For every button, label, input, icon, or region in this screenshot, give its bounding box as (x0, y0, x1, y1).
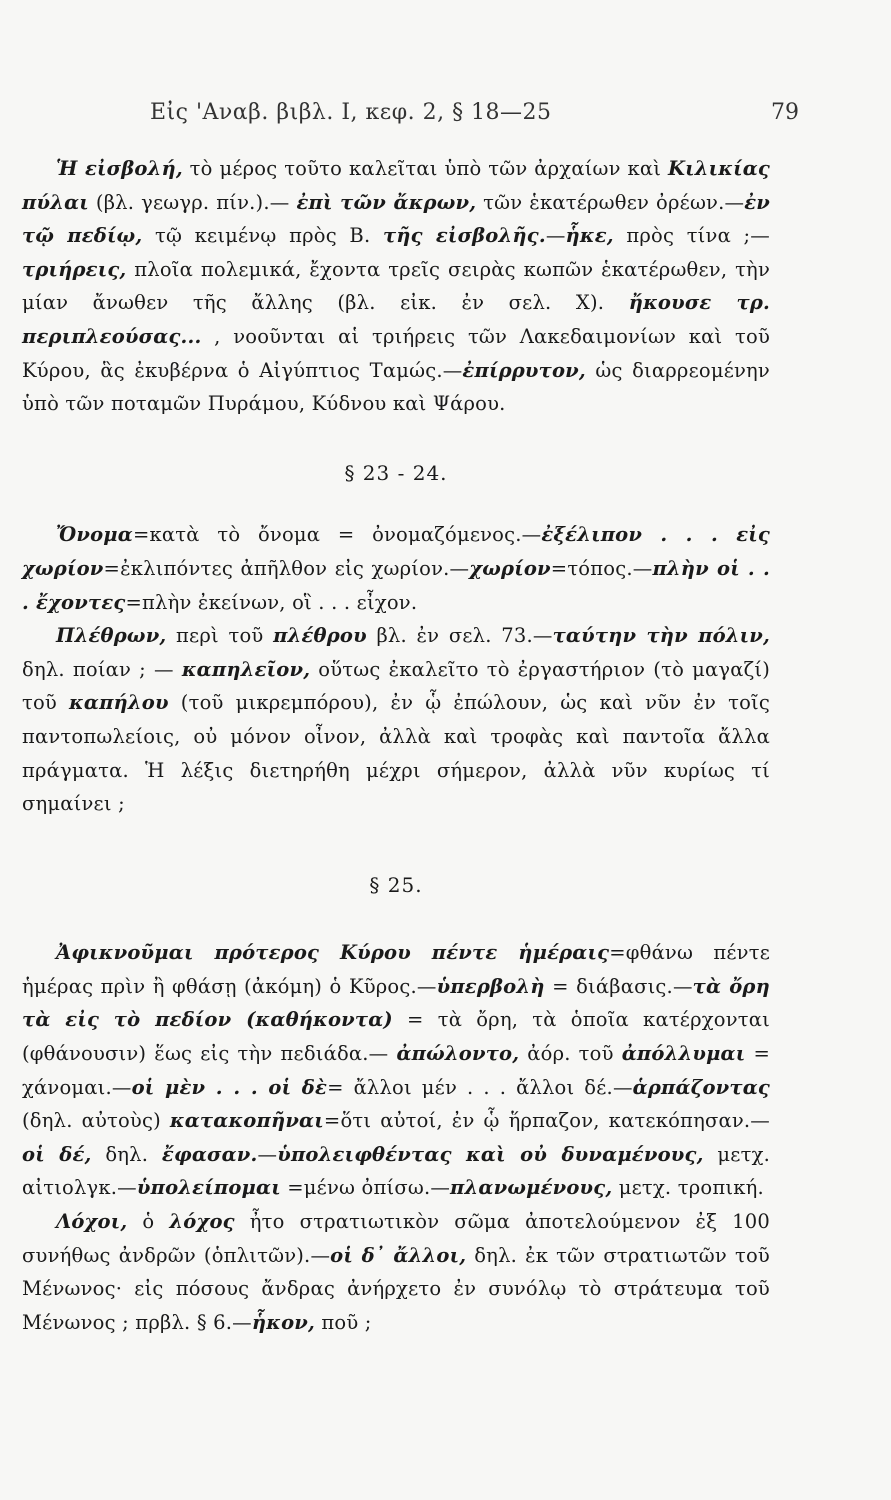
keyword-lemma: ὑπολείπομαι (136, 1176, 281, 1200)
text-run: ὁ (127, 1210, 170, 1234)
keyword-lemma: Λόχοι, (56, 1210, 128, 1234)
text-run: =ὅτι αὐτοί, ἐν ᾧ ἥρπαζον, κατεκόπησαν.— (323, 1109, 770, 1133)
text-run: περὶ τοῦ (166, 624, 274, 648)
text-run: ποῦ ; (315, 1310, 372, 1334)
keyword-lemma: ἤκουσε τρ. περιπλεούσας... (22, 291, 770, 348)
keyword-lemma: πλὴν οἱ . . . ἔχοντες (22, 556, 770, 614)
keyword-lemma: Κιλικίας πύλαι (22, 157, 771, 214)
text-run: βλ. ἐν σελ. 73.— (366, 624, 553, 648)
keyword-lemma: καπηλεῖον, (181, 657, 311, 681)
text-run: ἀόρ. τοῦ (519, 1042, 622, 1066)
body-text (22, 152, 770, 1339)
text-run: = ἄλλοι μέν . . . ἄλλοι δέ.— (327, 1075, 633, 1099)
keyword-lemma: ὑπολειφθέντας καὶ οὐ δυναμένους, (277, 1142, 704, 1166)
keyword-lemma: κατακοπῆναι (169, 1109, 324, 1133)
keyword-lemma: τριήρεις, (22, 257, 127, 281)
text-run: πρὸς τίνα ;— (613, 224, 770, 248)
text-run: — (545, 224, 566, 248)
text-run: μετχ. αἰτιολγκ.— (22, 1142, 770, 1200)
keyword-lemma: ἧκε, (565, 224, 614, 248)
keyword-lemma: ἐπίρρυτον, (462, 358, 586, 382)
text-run: =τόπος.— (550, 556, 653, 580)
text-run: = διάβασις.— (544, 974, 693, 998)
keyword-lemma: ἔφασαν. (161, 1142, 258, 1166)
text-run: (βλ. γεωγρ. πίν.).— (88, 190, 297, 214)
text-run: τὸ μέρος τοῦτο καλεῖται ὑπὸ τῶν ἀρχαίων καὶ (182, 157, 668, 180)
keyword-lemma: ὑπερβολὴ (436, 974, 545, 998)
text-run: μετχ. τροπική. (612, 1176, 764, 1200)
paragraph (22, 619, 770, 821)
keyword-lemma: τὰ ὄρη τὰ εἰς τὸ πεδίον (καθήκοντα) (22, 974, 770, 1032)
text-run: δηλ. ποίαν ; — (22, 657, 182, 681)
keyword-lemma: οἱ δ᾿ ἄλλοι, (330, 1243, 467, 1267)
text-run: δηλ. (91, 1142, 162, 1166)
text-run: (δηλ. αὐτοὺς) (22, 1109, 170, 1133)
text-run: =κατὰ τὸ ὄνομα = ὀνομαζόμενος.— (133, 523, 542, 547)
text-run: ὡς διαρρεομένην ὑπὸ τῶν ποταμῶν Πυράμου, Κύδνου καὶ Ψάρου. (22, 358, 770, 416)
keyword-lemma: Ἡ εἰσβολή, (56, 157, 183, 180)
text-run: =ἐκλιπόντες ἀπῆλθον εἰς χωρίον.— (103, 556, 470, 580)
section-heading: § 23 - 24. (344, 460, 448, 485)
paragraph (22, 1205, 770, 1339)
text-run: δηλ. ἐκ τῶν στρατιωτῶν τοῦ Μένωνος· εἰς πόσους ἄνδρας ἀνήρχετο ἐν συνόλῳ τὸ στράτευμα τοῦ Μένωνος ; πρβλ. § 6.— (22, 1243, 770, 1334)
text-run: =πλὴν ἐκείνων, οἳ . . . εἶχον. (125, 590, 418, 614)
text-run: ἦτο στρατιωτικὸν σῶμα ἀποτελούμενον ἐξ 100 συνήθως ἀνδρῶν (ὁπλιτῶν).— (22, 1210, 770, 1267)
keyword-lemma: ἀπόλλυμαι (621, 1042, 746, 1066)
keyword-lemma: ταύτην τὴν πόλιν, (552, 624, 771, 648)
text-run: = τὰ ὄρη, τὰ ὁποῖα κατέρχονται (φθάνουσιν) ἕως εἰς τὴν πεδιάδα.— (22, 1008, 770, 1066)
keyword-lemma: ἀπώλοντο, (396, 1042, 520, 1066)
keyword-lemma: ἐπὶ τῶν ἄκρων, (296, 190, 477, 214)
keyword-lemma: ἐξέλιπον . . . εἰς χωρίον (22, 523, 770, 580)
running-title: Εἰς 'Αναβ. βιβλ. I, κεφ. 2, § 18—25 (150, 100, 552, 125)
text-run: πλοῖα πολεμικά, ἔχοντα τρεῖς σειρὰς κωπῶν ἑκατέρωθεν, τὴν μίαν ἄνωθεν τῆς ἄλλης (βλ. εἰκ. ἐν σελ. X). (22, 257, 770, 315)
keyword-lemma: καπήλου (69, 691, 169, 715)
keyword-lemma: λόχος (169, 1210, 235, 1234)
section-heading: § 25. (369, 872, 423, 897)
keyword-lemma: οἱ δέ, (22, 1142, 92, 1166)
text-run: (τοῦ μικρεμπόρου), ἐν ᾧ ἐπώλουν, ὡς καὶ νῦν ἐν τοῖς παντοπωλείοις, οὐ μόνον οἶνον, ἀλλὰ καὶ τροφὰς καὶ παντοῖα ἄλλα πράγματα. Ἡ λέξις διετηρήθη μέχρι σήμερον, ἀλλὰ νῦν κυρίως τί σημαίνει ; (22, 691, 770, 816)
paragraph (22, 518, 770, 619)
page-number: 79 (771, 100, 799, 125)
keyword-lemma: οἱ μὲν . . . οἱ δὲ (131, 1075, 328, 1099)
keyword-lemma: Ὄνομα (56, 523, 133, 547)
text-run: = χάνομαι.— (22, 1042, 770, 1099)
text-run: τῷ κειμένῳ πρὸς Β. (142, 224, 383, 248)
keyword-lemma: ἐν τῷ πεδίῳ, (22, 190, 770, 248)
text-run: οὕτως ἐκαλεῖτο τὸ ἐργαστήριον (τὸ μαγαζί) τοῦ (22, 657, 770, 715)
text-run: =φθάνω πέντε ἡμέρας πρὶν ἢ φθάσῃ (ἀκόμη) ὁ Κῦρος.— (22, 941, 770, 998)
keyword-lemma: πλανωμένους, (450, 1176, 613, 1200)
keyword-lemma: τῆς εἰσβολῆς. (382, 224, 546, 248)
keyword-lemma: ἁρπάζοντας (632, 1075, 770, 1099)
text-run: — (257, 1142, 278, 1166)
keyword-lemma: Ἀφικνοῦμαι πρότερος Κύρου πέντε ἡμέραις (56, 941, 610, 965)
paragraph (22, 936, 770, 1205)
keyword-lemma: χωρίον (469, 556, 551, 580)
text-run: =μένω ὀπίσω.— (280, 1176, 451, 1200)
keyword-lemma: πλέθρου (273, 624, 367, 648)
text-run: τῶν ἑκατέρωθεν ὀρέων.— (476, 190, 745, 214)
keyword-lemma: ἧκον, (251, 1310, 315, 1334)
keyword-lemma: Πλέθρων, (56, 624, 167, 648)
paragraph (22, 152, 770, 421)
text-run: , νοοῦνται αἱ τριήρεις τῶν Λακεδαιμονίων καὶ τοῦ Κύρου, ἃς ἐκυβέρνα ὁ Αἰγύπτιος Ταμώς.— (22, 324, 770, 382)
